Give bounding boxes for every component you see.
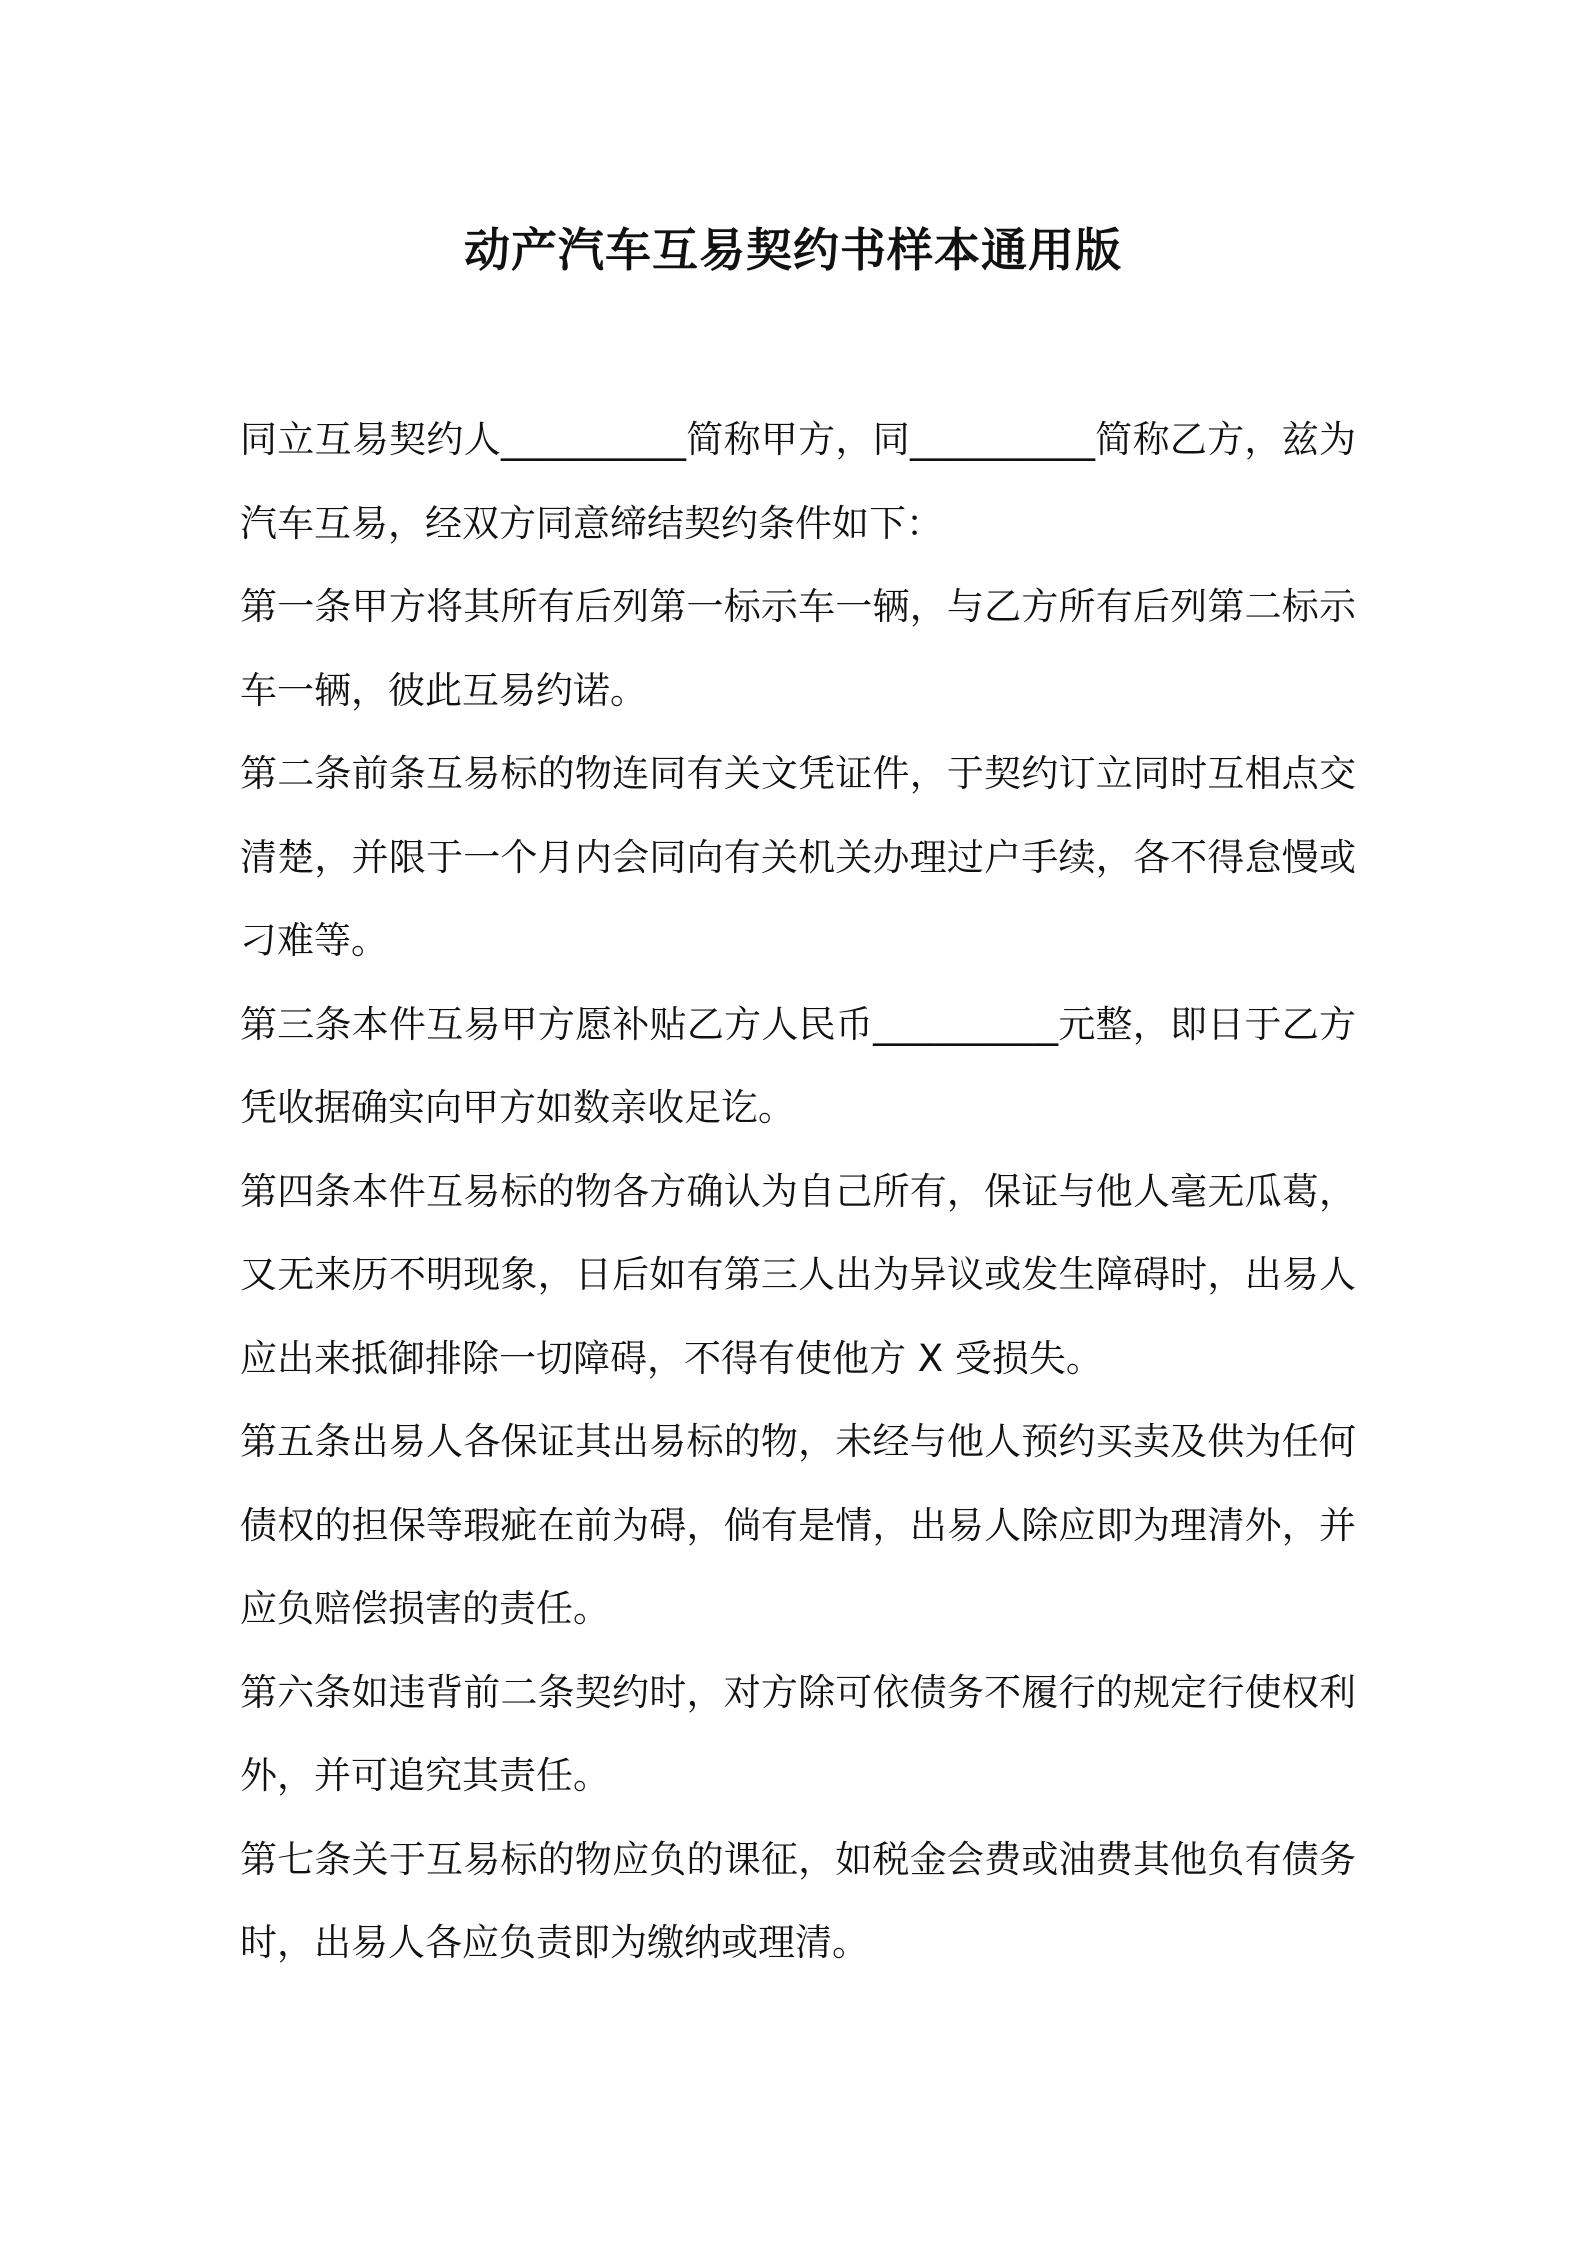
document-title: 动产汽车互易契约书样本通用版 bbox=[464, 223, 1122, 277]
document-body bbox=[240, 398, 1356, 1985]
paragraph-article-6: 第六条如违背前二条契约时，对方除可依债务不履行的规定行使权利外，并可追究其责任。 bbox=[240, 1670, 1356, 1797]
paragraph-article-3: 第三条本件互易甲方愿补贴乙方人民币__________元整，即日于乙方凭收据确实向甲方如数亲收足讫。 bbox=[240, 1002, 1356, 1129]
paragraph-article-2: 第二条前条互易标的物连同有关文凭证件，于契约订立同时互相点交清楚，并限于一个月内会同向有关机关办理过户手续，各不得怠慢或刁难等。 bbox=[240, 752, 1356, 962]
paragraph-preamble: 同立互易契约人__________简称甲方，同__________简称乙方，兹为汽车互易，经双方同意缔结契约条件如下： bbox=[240, 418, 1356, 545]
paragraph-article-1: 第一条甲方将其所有后列第一标示车一辆，与乙方所有后列第二标示车一辆，彼此互易约诺。 bbox=[240, 585, 1356, 712]
paragraph-article-5: 第五条出易人各保证其出易标的物，未经与他人预约买卖及供为任何债权的担保等瑕疵在前为碍，倘有是情，出易人除应即为理清外，并应负赔偿损害的责任。 bbox=[240, 1420, 1356, 1630]
paragraph-article-4: 第四条本件互易标的物各方确认为自己所有，保证与他人毫无瓜葛，又无来历不明现象，日后如有第三人出为异议或发生障碍时，出易人应出来抵御排除一切障碍，不得有使他方 X 受损失。 bbox=[240, 1169, 1356, 1380]
paragraph-article-7: 第七条关于互易标的物应负的课征，如税金会费或油费其他负有债务时，出易人各应负责即为缴纳或理清。 bbox=[240, 1837, 1356, 1964]
